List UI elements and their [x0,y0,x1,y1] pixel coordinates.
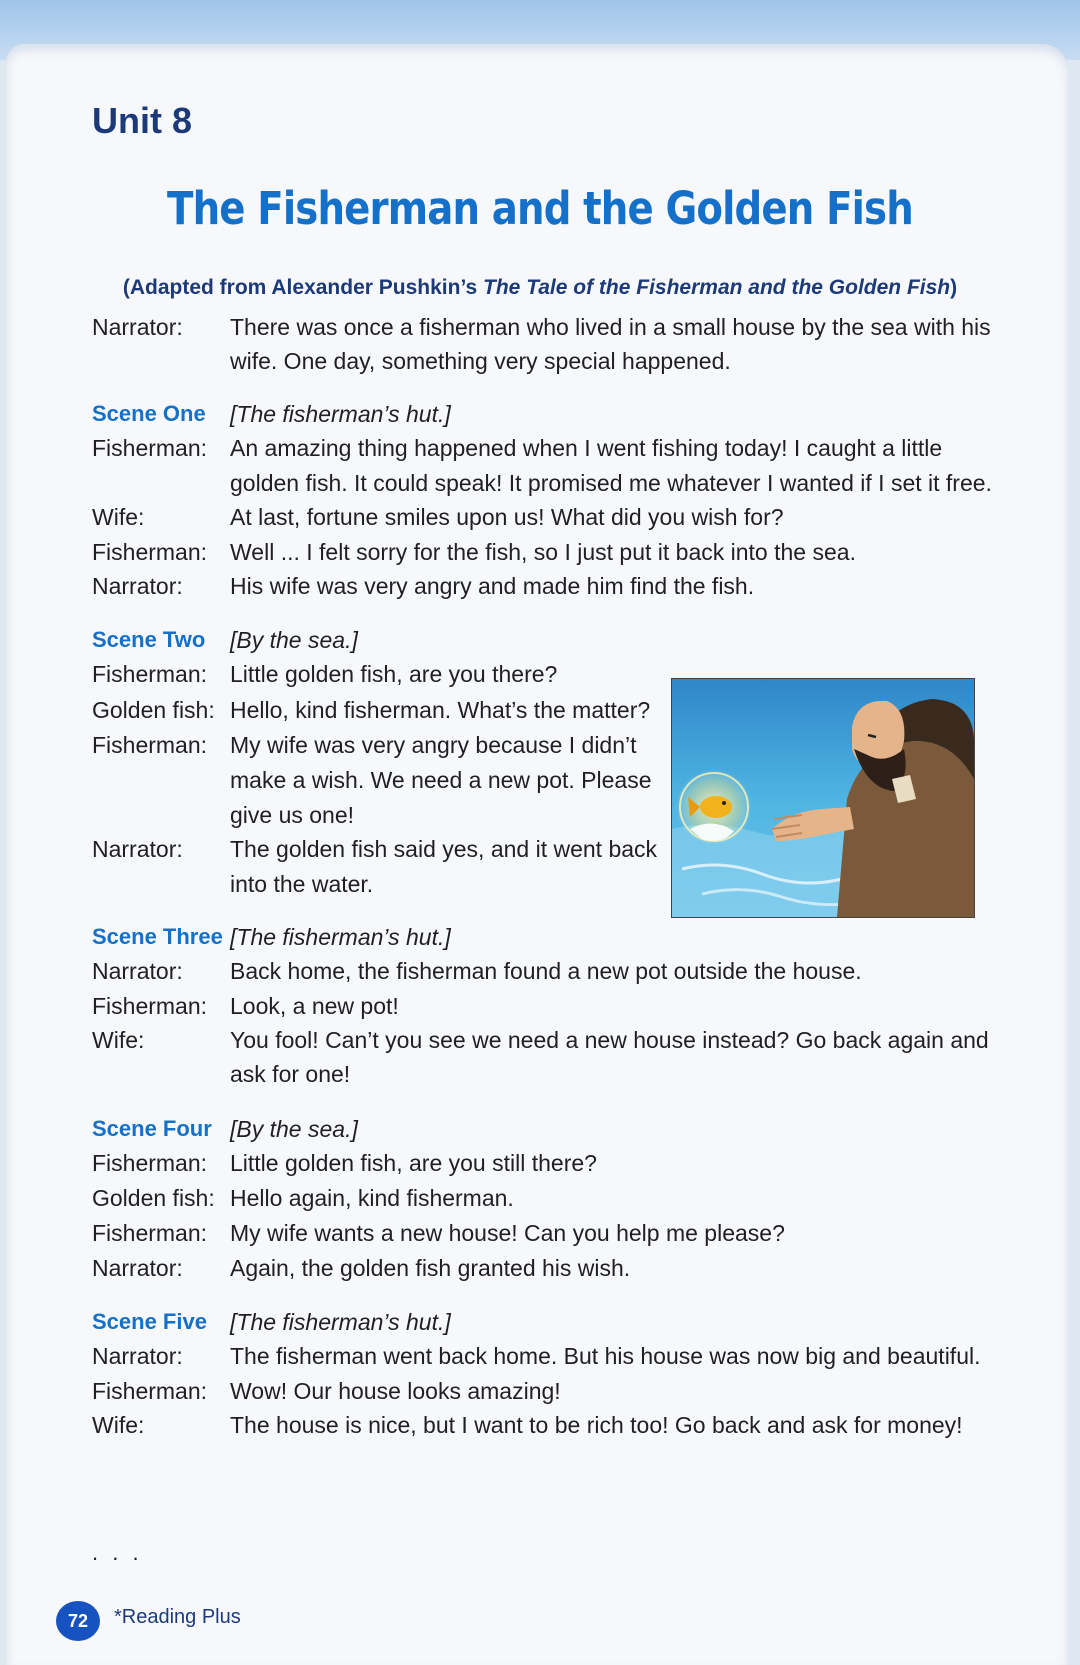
scene-heading: Scene Three [92,924,223,949]
fisherman-golden-fish-illustration [671,678,975,918]
scene-heading: Scene Two [92,627,206,652]
stage-direction: [The fisherman’s hut.] [230,401,451,427]
speaker-label: Fisherman: [92,539,208,565]
dialogue-text: His wife was very angry and made him find the fish. [230,573,755,599]
speaker-label: Narrator: [92,1255,183,1281]
scene-heading: Scene Five [92,1309,207,1334]
dialogue-text: Again, the golden fish granted his wish. [230,1255,631,1281]
subtitle-suffix: ) [950,276,958,299]
fish-eye [722,801,726,805]
speaker-label: Narrator: [92,836,183,862]
dialogue-text: make a wish. We need a new pot. Please [230,767,652,793]
speaker-label: Fisherman: [92,732,208,758]
speaker-label: Wife: [92,504,145,530]
continuation-ellipsis: . . . [92,1540,143,1565]
dialogue-text: You fool! Can’t you see we need a new house instead? Go back again and [230,1027,989,1053]
subtitle [0,276,1080,300]
dialogue-text: wife. One day, something very special happened. [230,348,731,374]
dialogue-text: Wow! Our house looks amazing! [230,1378,561,1404]
speaker-label: Fisherman: [92,1220,208,1246]
speaker-label: Narrator: [92,1343,183,1369]
dialogue-text: Well ... I felt sorry for the fish, so I just put it back into the sea. [230,539,856,565]
scene-heading: Scene One [92,401,206,426]
speaker-label: Wife: [92,1412,145,1438]
dialogue-text: An amazing thing happened when I went fishing today! I caught a little [230,435,943,461]
speaker-label: Fisherman: [92,661,208,687]
speaker-label: Fisherman: [92,993,208,1019]
footer-label: *Reading Plus [114,1606,241,1628]
speaker-label: Fisherman: [92,1378,208,1404]
dialogue-text: Little golden fish, are you there? [230,661,558,687]
stage-direction: [By the sea.] [230,1116,358,1142]
subtitle-prefix: (Adapted from Alexander Pushkin’s [122,276,484,299]
speaker-label: Golden fish: [92,697,215,723]
dialogue-text: Look, a new pot! [230,993,399,1019]
subtitle-book-title: The Tale of the Fisherman and the Golden Fish [483,276,951,299]
page-number-badge: 72 [56,1601,100,1641]
page-title: The Fisherman and the Golden Fish [167,182,913,235]
scene-heading: Scene Four [92,1116,212,1141]
speaker-label: Fisherman: [92,435,208,461]
dialogue-text: The golden fish said yes, and it went back [230,836,658,862]
speaker-label: Wife: [92,1027,145,1053]
speaker-label: Narrator: [92,958,183,984]
dialogue-text: Back home, the fisherman found a new pot outside the house. [230,958,862,984]
dialogue-text: At last, fortune smiles upon us! What did you wish for? [230,504,784,530]
dialogue-text: The house is nice, but I want to be rich too! Go back and ask for money! [230,1412,963,1438]
dialogue-text: The fisherman went back home. But his house was now big and beautiful. [230,1343,981,1369]
stage-direction: [By the sea.] [230,627,358,653]
dialogue-text: into the water. [230,871,374,897]
dialogue-text: give us one! [230,802,355,828]
unit-label: Unit 8 [92,100,193,141]
dialogue-text: My wife wants a new house! Can you help me please? [230,1220,785,1246]
dialogue-text: Little golden fish, are you still there? [230,1150,597,1176]
dialogue-text: There was once a fisherman who lived in a small house by the sea with his [230,314,991,340]
illustration-svg [672,679,974,917]
dialogue-text: Hello again, kind fisherman. [230,1185,514,1211]
speaker-label: Fisherman: [92,1150,208,1176]
speaker-label: Golden fish: [92,1185,215,1211]
dialogue-text: Hello, kind fisherman. What’s the matter? [230,697,651,723]
stage-direction: [The fisherman’s hut.] [230,1309,451,1335]
dialogue-text: ask for one! [230,1061,351,1087]
speaker-label: Narrator: [92,573,183,599]
golden-fish [700,796,732,818]
speaker-label: Narrator: [92,314,183,340]
stage-direction: [The fisherman’s hut.] [230,924,451,950]
dialogue-text: My wife was very angry because I didn’t [230,732,637,758]
dialogue-text: golden fish. It could speak! It promised me whatever I wanted if I set it free. [230,470,992,496]
